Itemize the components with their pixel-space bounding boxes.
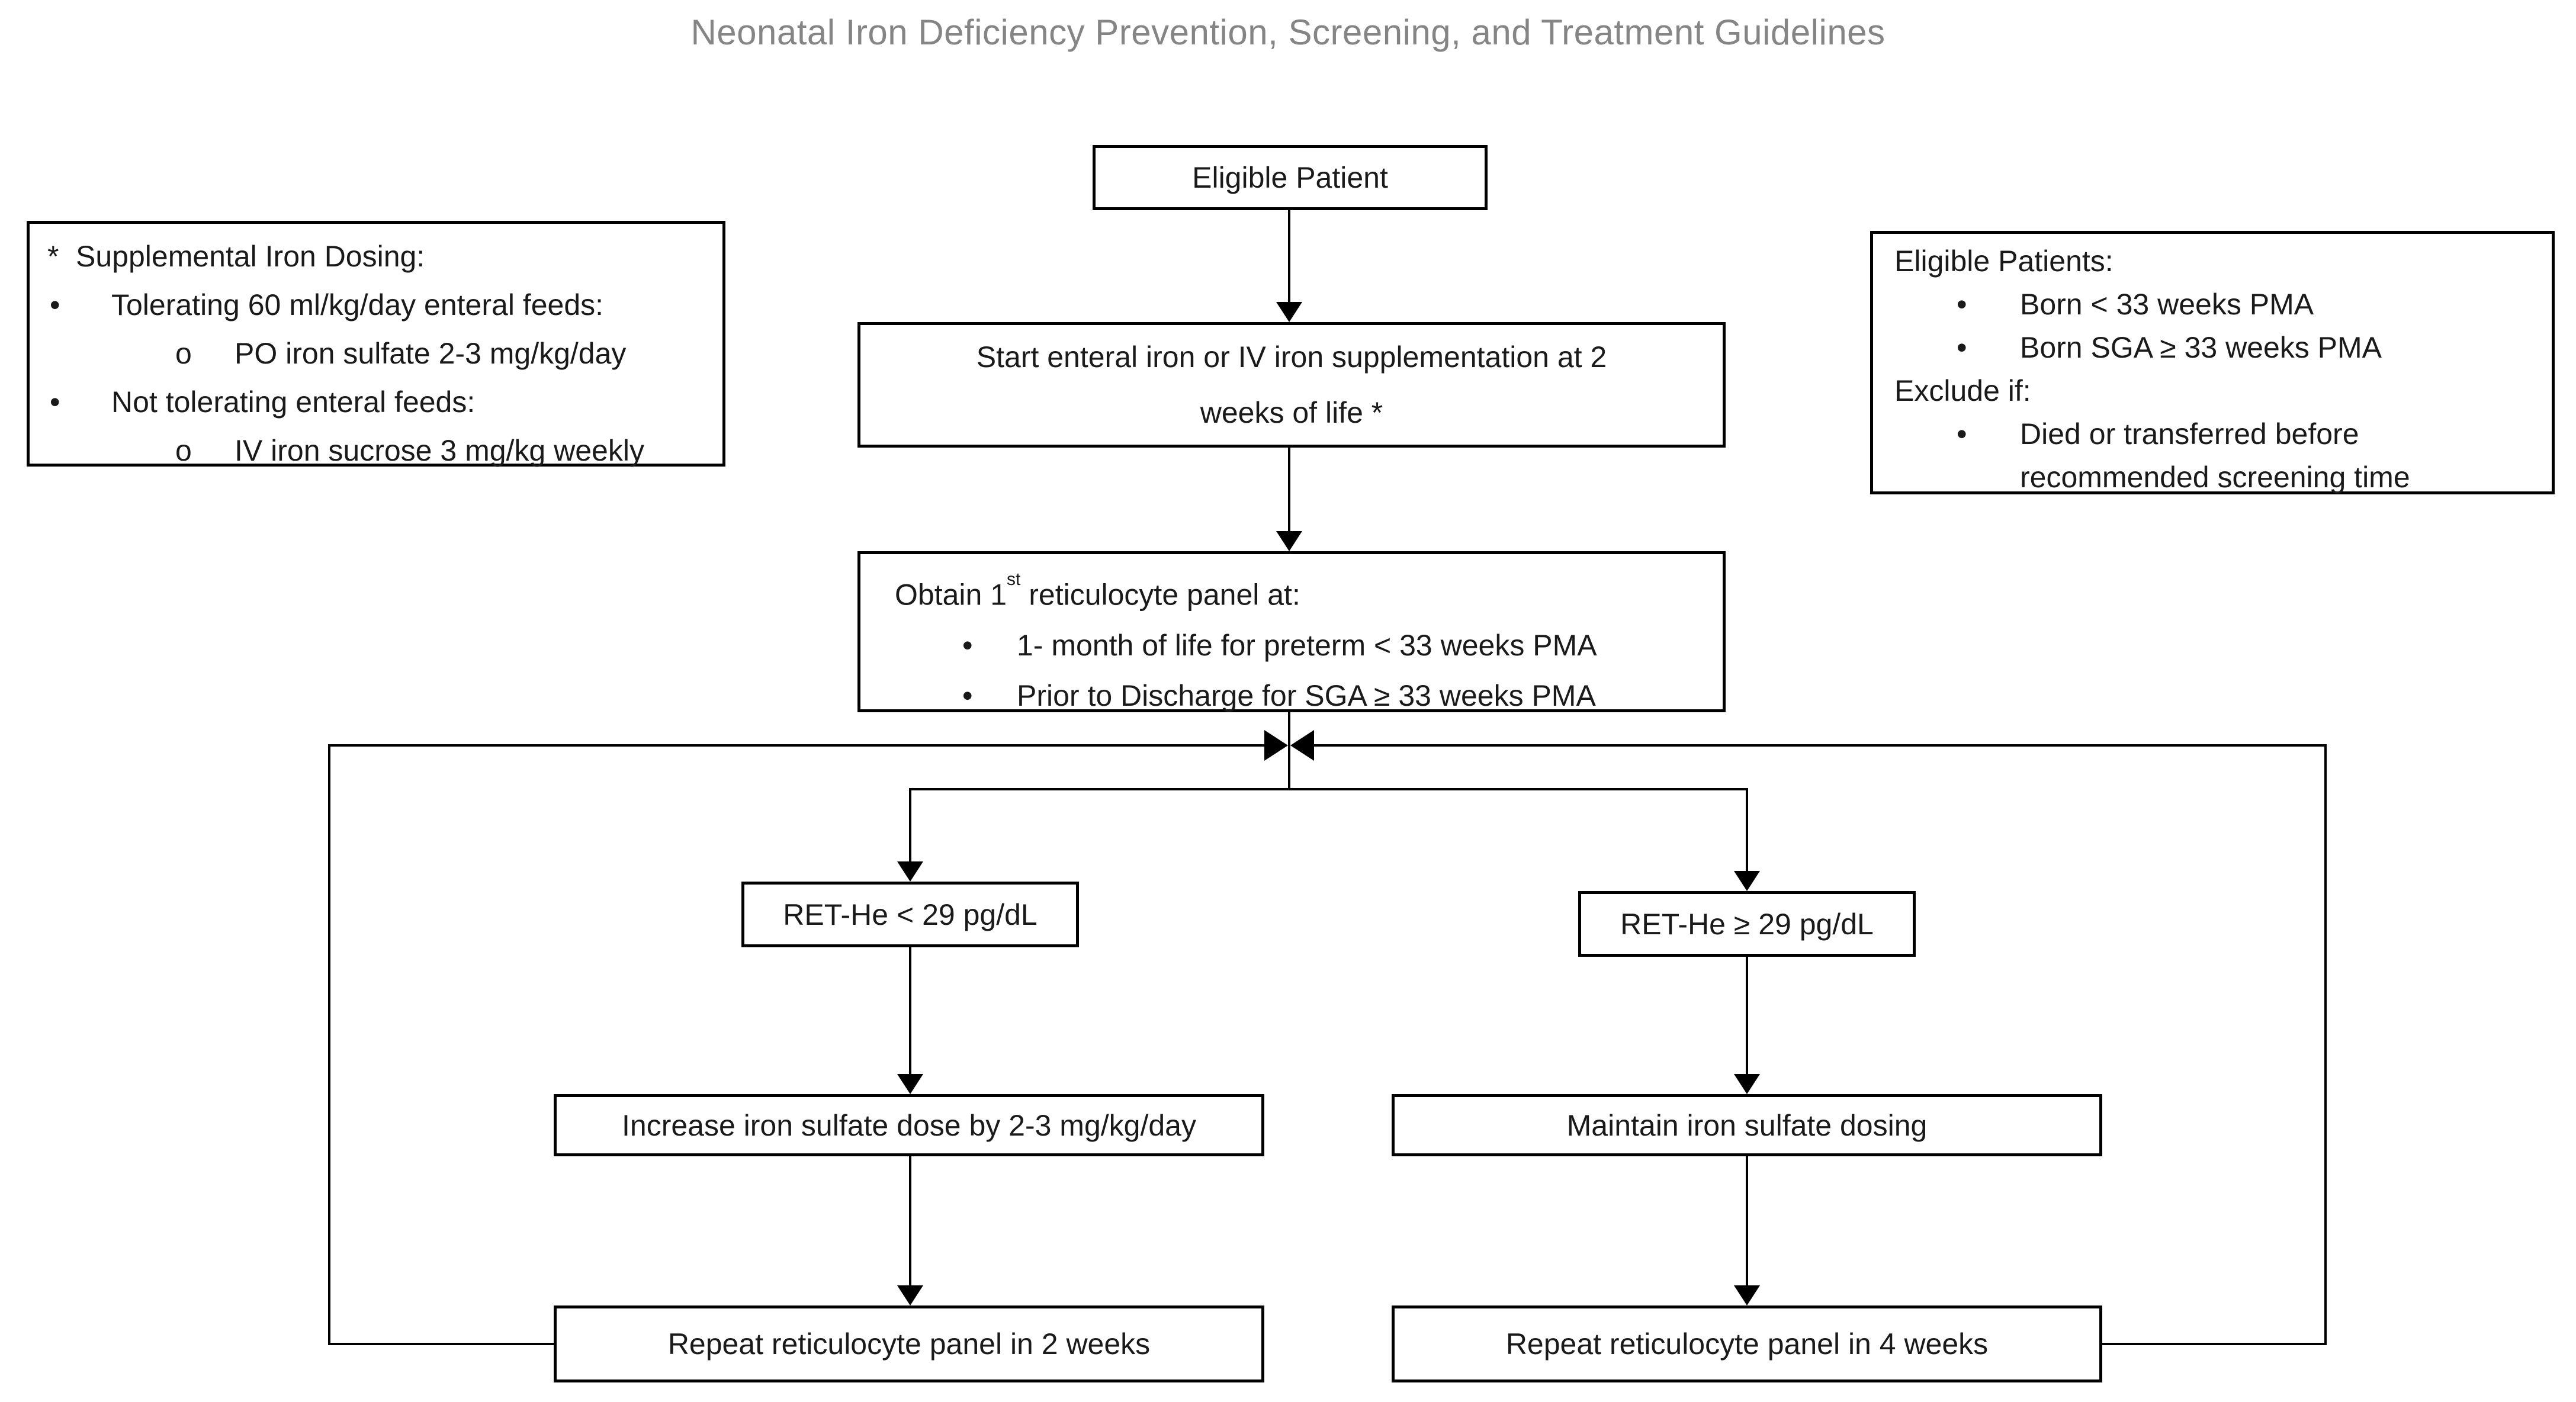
connector-eligible-to-start [1288,210,1290,303]
obtain-heading-superscript: st [1007,570,1021,589]
repeat-panel-2-weeks-node [554,1305,1264,1382]
branch-split-line [909,788,1748,790]
repeat-panel-4-weeks-label: Repeat reticulocyte panel in 4 weeks [1505,1327,1989,1361]
exclude-item-row [1873,413,2552,499]
supplemental-dosing-note [27,221,725,467]
connector-branch-to-ret-low [909,788,911,863]
left-feedback-rail [328,744,330,1345]
exclude-heading: Exclude if: [1894,374,2031,407]
dosing-subitem-text: PO iron sulfate 2-3 mg/kg/day [235,337,627,370]
dosing-subitem-row [30,329,722,378]
connector-increase-to-repeat2 [909,1156,911,1287]
ret-he-high-node [1578,891,1916,957]
start-iron-node [857,322,1726,448]
arrowhead-merge-left [1264,730,1288,761]
arrowhead-into-start [1276,302,1302,322]
obtain-panel-body [860,554,1723,721]
ret-he-high-label: RET-He ≥ 29 pg/dL [1620,907,1874,941]
dosing-item-text: Not tolerating enteral feeds: [111,385,476,419]
repeat-panel-4-weeks-node [1392,1305,2102,1382]
dosing-heading-row [30,232,722,281]
connector-branch-to-ret-high [1746,788,1748,872]
dosing-subitem-text: IV iron sucrose 3 mg/kg weekly [235,434,644,467]
connector-maintain-to-repeat4 [1746,1156,1748,1287]
bullet-icon: • [50,385,60,419]
bullet-icon: • [1957,288,1967,321]
arrowhead-into-maintain [1734,1074,1760,1094]
arrowhead-into-obtain [1276,531,1302,551]
supplemental-dosing-body [30,224,722,475]
arrowhead-into-ret-high [1734,871,1760,891]
bullet-icon: • [1957,331,1967,364]
eligibility-heading: Eligible Patients: [1894,245,2114,278]
obtain-bullet-2 [860,671,1723,721]
arrowhead-into-increase [897,1074,923,1094]
arrowhead-into-repeat4 [1734,1285,1760,1305]
arrowhead-merge-right [1290,730,1314,761]
connector-ret-low-to-increase [909,947,911,1075]
right-feedback-rail [2324,744,2327,1345]
obtain-panel-node [857,551,1726,712]
bullet-icon: • [962,628,973,662]
maintain-dose-label: Maintain iron sulfate dosing [1566,1108,1928,1142]
obtain-heading-suffix: reticulocyte panel at: [1020,578,1300,612]
repeat-panel-2-weeks-label: Repeat reticulocyte panel in 2 weeks [667,1327,1151,1361]
obtain-heading-prefix: Obtain 1 [895,578,1007,612]
eligibility-item-row [1873,326,2552,369]
start-iron-line1: Start enteral iron or IV iron supplementation at 2 [976,340,1607,374]
obtain-bullet-1-text: 1- month of life for preterm < 33 weeks PMA [1017,628,1597,662]
page-title: Neonatal Iron Deficiency Prevention, Screening, and Treatment Guidelines [690,12,1886,52]
circle-bullet-icon: o [175,434,192,467]
circle-bullet-icon: o [175,337,192,370]
ret-he-low-label: RET-He < 29 pg/dL [783,898,1038,931]
eligibility-note [1870,231,2555,494]
ret-he-low-node [741,882,1079,947]
right-feedback-stub [2102,1343,2327,1345]
eligibility-item-text: Born < 33 weeks PMA [2020,288,2314,321]
dosing-subitem-row [30,426,722,475]
eligibility-item-text: Born SGA ≥ 33 weeks PMA [2020,331,2382,364]
feedback-line-right [1314,744,2327,747]
asterisk-marker: * [47,240,59,273]
arrowhead-into-repeat2 [897,1285,923,1305]
connector-start-to-obtain [1288,448,1290,532]
increase-dose-label: Increase iron sulfate dose by 2-3 mg/kg/day [622,1108,1196,1142]
dosing-item-row [30,281,722,329]
left-feedback-stub [328,1343,554,1345]
obtain-bullet-1 [860,620,1723,671]
connector-ret-high-to-maintain [1746,957,1748,1075]
increase-dose-node [554,1094,1264,1156]
bullet-icon: • [962,679,973,712]
obtain-bullet-2-text: Prior to Discharge for SGA ≥ 33 weeks PMA [1017,679,1596,712]
start-iron-line2: weeks of life * [1200,396,1383,429]
dosing-item-text: Tolerating 60 ml/kg/day enteral feeds: [111,288,604,321]
eligible-patient-label: Eligible Patient [1192,161,1388,194]
feedback-line-left [329,744,1265,747]
obtain-panel-heading [860,564,1723,620]
maintain-dose-node [1392,1094,2102,1156]
arrowhead-into-ret-low [897,861,923,882]
eligibility-body [1873,234,2552,499]
eligible-patient-node [1093,145,1488,210]
dosing-item-row [30,378,722,426]
exclude-item-text: Died or transferred before recommended screening time [2020,417,2410,494]
dosing-heading: Supplemental Iron Dosing: [76,240,425,273]
eligibility-item-row [1873,283,2552,326]
bullet-icon: • [50,288,60,321]
bullet-icon: • [1957,417,1967,451]
